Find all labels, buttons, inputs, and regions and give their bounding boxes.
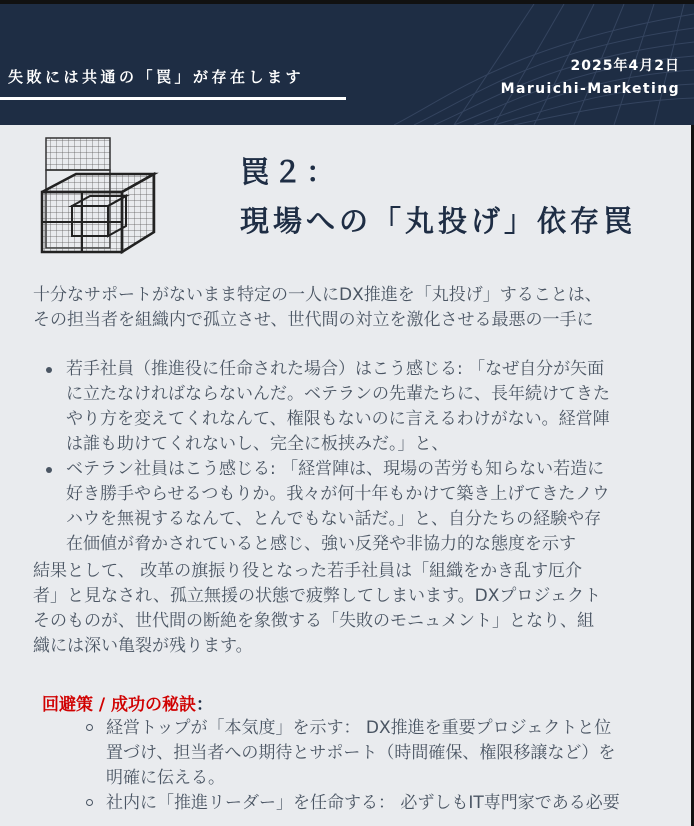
wireframe-cubes-icon [38,134,160,258]
avoidance-colon: ： [196,695,214,715]
header-brand: Maruichi-Marketing [500,81,680,97]
result-line: 者」と見なされ、孤立無援の状態で疲弊してしまいます。DXプロジェクト [33,586,602,606]
list-item-line: 置づけ、担当者への期待とサポート（時間確保、権限移譲など）を [106,743,616,763]
avoidance-title [42,690,213,715]
trap-number: 罠２： [240,155,340,189]
result-line: そのものが、世代間の断絶を象徴する「失敗のモニュメント」となり、組 [33,611,594,631]
list-item-line: やり方を変えてくれなんて、権限もないのに言えるわけがない。経営陣 [66,409,610,429]
list-item-line: ハウを無視するなんて、とんでもない話だ。」と、自分たちの経験や存 [66,509,602,529]
list-item-line: 明確に伝える。 [106,768,225,788]
intro-paragraph [33,283,602,333]
list-item [44,357,610,457]
trap-title: 現場への「丸投げ」依存罠 [240,204,637,238]
list-item [86,716,620,791]
result-paragraph [33,559,601,659]
list-item-line: ベテラン社員はこう感じる: 「経営陣は、現場の苦労も知らない若造に [66,459,605,479]
header-underline [0,97,346,100]
intro-line: 十分なサポートがないまま特定の一人にDX推進を「丸投げ」することは、 [33,285,602,305]
header-title: 失敗には共通の「罠」が存在します [8,68,305,86]
list-item-line: 経営トップが「本気度」を示す： DX推進を重要プロジェクトと位 [106,718,612,738]
result-line: 結果として、 改革の旗振り役となった若手社員は「組織をかき乱す厄介 [33,561,583,581]
avoidance-label: 回避策 / 成功の秘訣 [42,695,197,715]
list-item-line: は誰も助けてくれないし、完全に板挟みだ。」と、 [66,434,449,454]
list-item-line: 在価値が脅かされていると感じ、強い反発や非協力的な態度を示す [66,534,576,554]
list-item-line: 社内に「推進リーダー」を任命する： 必ずしもIT専門家である必要 [106,793,620,813]
trap-heading [240,148,636,246]
avoidance-list [86,716,620,816]
list-item [44,457,610,557]
hollow-bullet-icon [86,724,93,731]
hollow-bullet-icon [86,799,93,806]
header-date: 2025年4月2日 [570,58,680,74]
result-line: 織には深い亀裂が残ります。 [33,636,253,656]
list-item-line: 若手社員（推進役に任命された場合）はこう感じる: 「なぜ自分が矢面 [66,359,605,379]
bullet-dot-icon [46,367,52,373]
reaction-list [44,357,610,557]
list-item [86,791,620,816]
intro-line: その担当者を組織内で孤立させ、世代間の対立を激化させる最悪の一手に [33,310,594,330]
bullet-dot-icon [46,467,52,473]
list-item-line: 好き勝手やらせるつもりか。我々が何十年もかけて築き上げてきたノウ [66,484,610,504]
slide-header [0,4,694,125]
list-item-line: に立たなければならないんだ。ベテランの先輩たちに、長年続けてきた [66,384,610,404]
